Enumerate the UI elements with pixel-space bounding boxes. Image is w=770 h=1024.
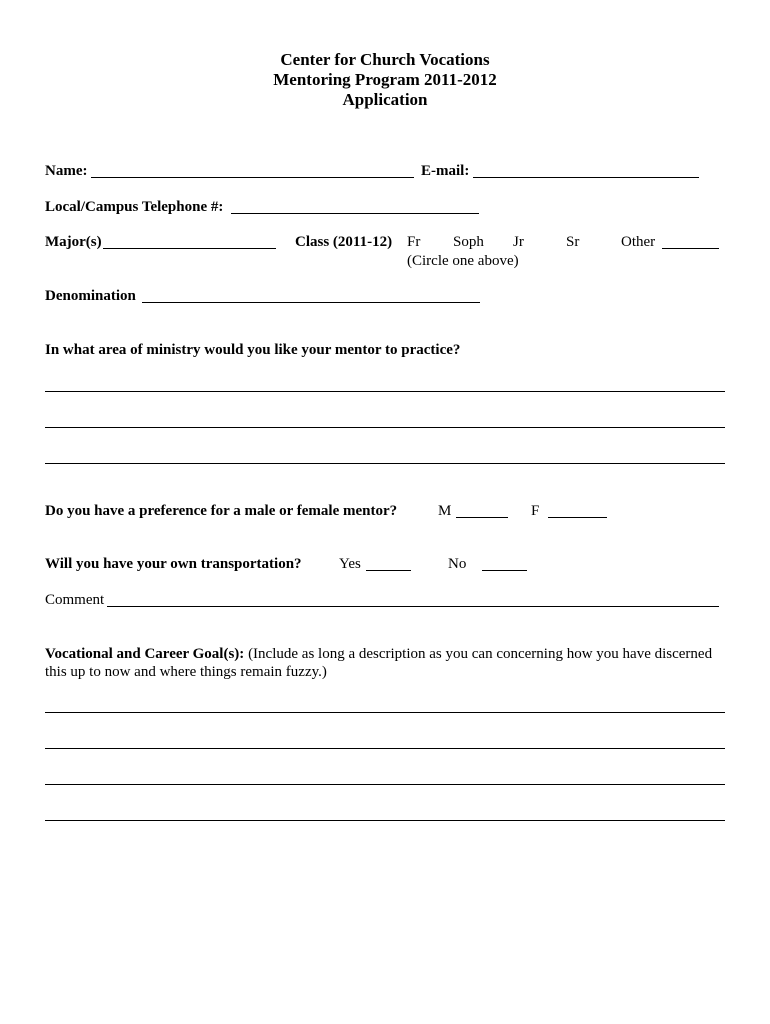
pref-f-field[interactable] xyxy=(548,517,607,518)
mentor-preference-question: Do you have a preference for a male or female mentor? xyxy=(45,503,398,519)
class-other-field[interactable] xyxy=(662,248,719,249)
transport-no-field[interactable] xyxy=(482,570,527,571)
class-option-other[interactable]: Other xyxy=(621,234,656,250)
goals-answer-line-3[interactable] xyxy=(45,784,725,785)
name-field[interactable] xyxy=(91,177,414,178)
pref-m-field[interactable] xyxy=(456,517,508,518)
class-option-sr[interactable]: Sr xyxy=(566,234,580,250)
goals-line-1 xyxy=(45,647,712,662)
phone-field[interactable] xyxy=(231,213,479,214)
transport-no-label: No xyxy=(448,556,467,572)
ministry-answer-line-2[interactable] xyxy=(45,427,725,428)
comment-field[interactable] xyxy=(107,606,719,607)
email-label: E-mail: xyxy=(421,163,470,179)
goals-desc-1: (Include as long a description as you can concerning how you have discerned xyxy=(248,646,713,662)
title-line-1: Center for Church Vocations xyxy=(280,50,490,69)
goals-answer-line-1[interactable] xyxy=(45,712,725,713)
ministry-answer-line-3[interactable] xyxy=(45,463,725,464)
name-label: Name: xyxy=(45,163,88,179)
major-label: Major(s) xyxy=(45,234,102,250)
phone-label: Local/Campus Telephone #: xyxy=(45,199,224,215)
title-line-2: Mentoring Program 2011-2012 xyxy=(273,70,497,89)
comment-label: Comment xyxy=(45,592,105,608)
transport-yes-field[interactable] xyxy=(366,570,411,571)
denomination-label: Denomination xyxy=(45,288,136,304)
goals-desc-2: this up to now and where things remain fuzzy.) xyxy=(45,664,327,680)
class-option-soph[interactable]: Soph xyxy=(453,234,484,250)
ministry-answer-line-1[interactable] xyxy=(45,391,725,392)
ministry-question: In what area of ministry would you like your mentor to practice? xyxy=(45,342,461,358)
pref-f-label: F xyxy=(531,503,540,519)
denomination-field[interactable] xyxy=(142,302,480,303)
class-option-jr[interactable]: Jr xyxy=(513,234,524,250)
class-label: Class (2011-12) xyxy=(295,234,393,250)
goals-answer-line-4[interactable] xyxy=(45,820,725,821)
goals-answer-line-2[interactable] xyxy=(45,748,725,749)
pref-m-label: M xyxy=(438,503,452,519)
goals-label: Vocational and Career Goal(s): xyxy=(45,646,245,662)
major-field[interactable] xyxy=(103,248,276,249)
circle-note: (Circle one above) xyxy=(407,253,519,269)
email-field[interactable] xyxy=(473,177,699,178)
class-option-fr[interactable]: Fr xyxy=(407,234,421,250)
transportation-question: Will you have your own transportation? xyxy=(45,556,302,572)
transport-yes-label: Yes xyxy=(339,556,361,572)
title-line-3: Application xyxy=(342,90,428,109)
